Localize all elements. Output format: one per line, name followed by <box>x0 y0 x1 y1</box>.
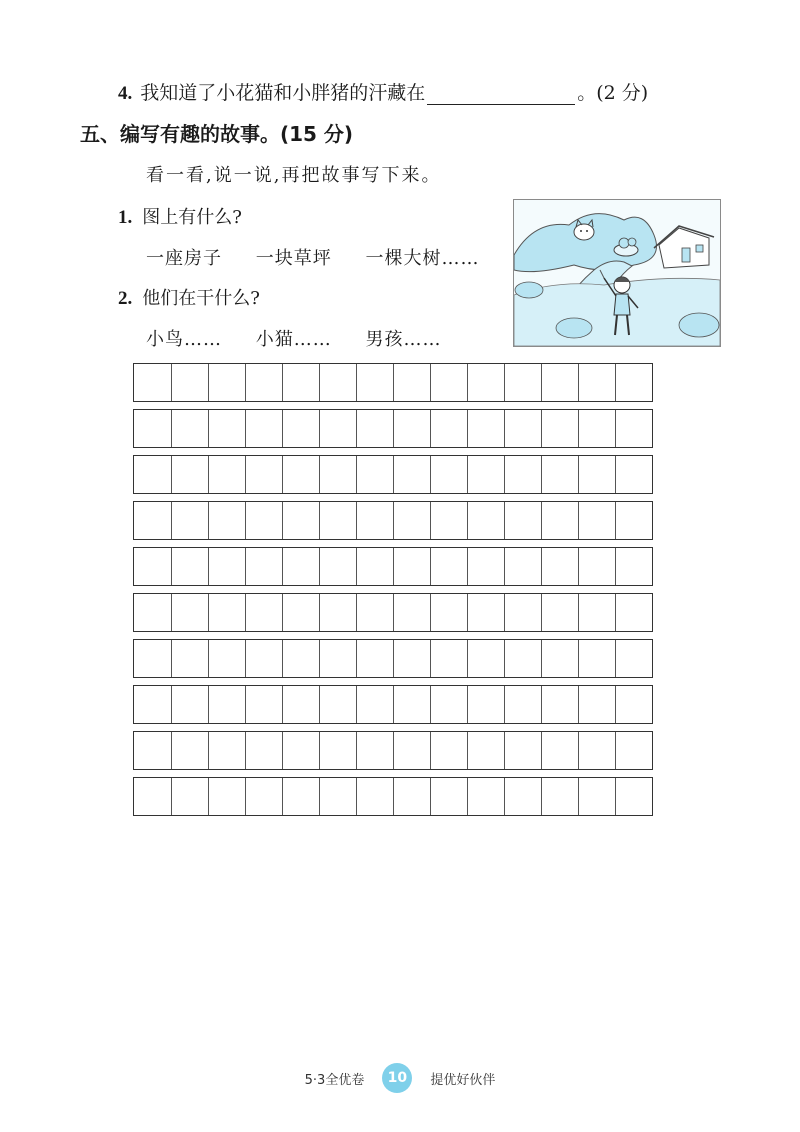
grid-cell[interactable] <box>467 502 504 539</box>
grid-cell[interactable] <box>393 410 430 447</box>
grid-cell[interactable] <box>282 548 319 585</box>
writing-grid[interactable] <box>133 363 653 823</box>
grid-cell[interactable] <box>171 364 208 401</box>
grid-cell[interactable] <box>245 410 282 447</box>
grid-cell[interactable] <box>356 456 393 493</box>
grid-cell[interactable] <box>393 502 430 539</box>
question-1-text: 图上有什么? <box>142 207 242 228</box>
question-4-score: 。(2 分) <box>577 82 649 104</box>
grid-cell[interactable] <box>430 410 467 447</box>
grid-cell[interactable] <box>171 456 208 493</box>
grid-cell[interactable] <box>504 640 541 677</box>
grid-cell[interactable] <box>430 548 467 585</box>
grid-cell[interactable] <box>171 502 208 539</box>
grid-cell[interactable] <box>134 594 171 631</box>
grid-cell[interactable] <box>208 364 245 401</box>
story-illustration <box>513 199 721 347</box>
grid-cell[interactable] <box>541 364 578 401</box>
grid-cell[interactable] <box>171 640 208 677</box>
grid-cell[interactable] <box>245 686 282 723</box>
grid-cell[interactable] <box>208 594 245 631</box>
grid-cell[interactable] <box>356 686 393 723</box>
section-title: 五、编写有趣的故事。(15 分) <box>80 122 354 146</box>
grid-cell[interactable] <box>282 732 319 769</box>
grid-cell[interactable] <box>319 778 356 815</box>
grid-cell[interactable] <box>504 456 541 493</box>
grid-cell[interactable] <box>282 594 319 631</box>
grid-cell[interactable] <box>171 686 208 723</box>
footer-series-name: 5·3全优卷 <box>304 1072 365 1088</box>
grid-cell[interactable] <box>430 640 467 677</box>
grid-cell[interactable] <box>615 594 652 631</box>
grid-cell[interactable] <box>245 594 282 631</box>
grid-cell[interactable] <box>282 364 319 401</box>
grid-cell[interactable] <box>504 686 541 723</box>
grid-cell[interactable] <box>319 686 356 723</box>
grid-row <box>133 501 653 540</box>
grid-cell[interactable] <box>541 686 578 723</box>
grid-cell[interactable] <box>467 778 504 815</box>
grid-cell[interactable] <box>282 640 319 677</box>
hint-bird: 小鸟…… <box>146 329 222 350</box>
answer-blank[interactable] <box>427 84 575 105</box>
grid-cell[interactable] <box>541 594 578 631</box>
grid-cell[interactable] <box>504 732 541 769</box>
grid-cell[interactable] <box>356 502 393 539</box>
grid-cell[interactable] <box>467 686 504 723</box>
grid-cell[interactable] <box>134 456 171 493</box>
grid-cell[interactable] <box>615 364 652 401</box>
grid-cell[interactable] <box>467 364 504 401</box>
grid-cell[interactable] <box>319 502 356 539</box>
grid-cell[interactable] <box>208 548 245 585</box>
grid-cell[interactable] <box>356 548 393 585</box>
grid-row <box>133 455 653 494</box>
grid-cell[interactable] <box>504 548 541 585</box>
grid-cell[interactable] <box>245 456 282 493</box>
grid-row <box>133 547 653 586</box>
grid-cell[interactable] <box>208 686 245 723</box>
instruction-text: 看一看,说一说,再把故事写下来。 <box>146 165 442 186</box>
grid-cell[interactable] <box>430 778 467 815</box>
grid-cell[interactable] <box>282 778 319 815</box>
page-footer <box>0 1060 800 1096</box>
grid-cell[interactable] <box>467 456 504 493</box>
grid-cell[interactable] <box>356 594 393 631</box>
grid-cell[interactable] <box>134 640 171 677</box>
grid-cell[interactable] <box>615 502 652 539</box>
grid-cell[interactable] <box>578 594 615 631</box>
grid-row <box>133 593 653 632</box>
grid-cell[interactable] <box>393 686 430 723</box>
grid-row <box>133 685 653 724</box>
footer-slogan: 提优好伙伴 <box>430 1072 496 1088</box>
grid-cell[interactable] <box>615 778 652 815</box>
grid-cell[interactable] <box>245 548 282 585</box>
grid-cell[interactable] <box>245 364 282 401</box>
grid-cell[interactable] <box>467 594 504 631</box>
grid-row <box>133 777 653 816</box>
grid-cell[interactable] <box>356 410 393 447</box>
grid-row <box>133 409 653 448</box>
grid-cell[interactable] <box>393 364 430 401</box>
grid-cell[interactable] <box>393 456 430 493</box>
grid-cell[interactable] <box>208 778 245 815</box>
grid-cell[interactable] <box>467 410 504 447</box>
grid-cell[interactable] <box>171 548 208 585</box>
grid-cell[interactable] <box>430 594 467 631</box>
question-2-hints <box>146 325 469 351</box>
grid-cell[interactable] <box>134 364 171 401</box>
grid-cell[interactable] <box>208 732 245 769</box>
grid-cell[interactable] <box>430 456 467 493</box>
grid-cell[interactable] <box>208 410 245 447</box>
grid-cell[interactable] <box>541 640 578 677</box>
grid-cell[interactable] <box>467 732 504 769</box>
grid-cell[interactable] <box>541 778 578 815</box>
grid-cell[interactable] <box>504 410 541 447</box>
grid-cell[interactable] <box>134 548 171 585</box>
grid-cell[interactable] <box>282 502 319 539</box>
grid-cell[interactable] <box>134 778 171 815</box>
grid-cell[interactable] <box>578 456 615 493</box>
hint-lawn: 一块草坪 <box>255 248 332 269</box>
question-4 <box>118 78 648 105</box>
illustration-svg <box>514 200 720 346</box>
grid-cell[interactable] <box>208 502 245 539</box>
grid-cell[interactable] <box>430 732 467 769</box>
question-4-number: 4. <box>118 83 133 104</box>
grid-cell[interactable] <box>578 732 615 769</box>
grid-cell[interactable] <box>615 640 652 677</box>
page-number-badge: 10 <box>382 1063 412 1093</box>
hint-house: 一座房子 <box>146 248 222 269</box>
grid-cell[interactable] <box>356 778 393 815</box>
grid-cell[interactable] <box>615 732 652 769</box>
hint-tree: 一棵大树…… <box>365 248 480 269</box>
grid-cell[interactable] <box>615 410 652 447</box>
grid-cell[interactable] <box>504 502 541 539</box>
grid-cell[interactable] <box>319 364 356 401</box>
grid-cell[interactable] <box>578 548 615 585</box>
grid-cell[interactable] <box>541 502 578 539</box>
question-2-text: 他们在干什么? <box>142 288 260 309</box>
grid-cell[interactable] <box>319 640 356 677</box>
grid-cell[interactable] <box>541 456 578 493</box>
grid-row <box>133 731 653 770</box>
question-1-hints <box>146 244 507 270</box>
grid-cell[interactable] <box>430 686 467 723</box>
grid-cell[interactable] <box>393 732 430 769</box>
grid-cell[interactable] <box>541 732 578 769</box>
grid-cell[interactable] <box>245 732 282 769</box>
grid-cell[interactable] <box>541 410 578 447</box>
grid-cell[interactable] <box>171 732 208 769</box>
grid-cell[interactable] <box>282 456 319 493</box>
grid-cell[interactable] <box>282 410 319 447</box>
question-1 <box>118 203 242 229</box>
grid-cell[interactable] <box>134 502 171 539</box>
grid-cell[interactable] <box>393 778 430 815</box>
grid-cell[interactable] <box>134 732 171 769</box>
grid-cell[interactable] <box>578 640 615 677</box>
grid-cell[interactable] <box>615 686 652 723</box>
grid-cell[interactable] <box>430 502 467 539</box>
grid-cell[interactable] <box>208 640 245 677</box>
question-1-number: 1. <box>118 207 133 228</box>
grid-cell[interactable] <box>393 640 430 677</box>
grid-cell[interactable] <box>319 456 356 493</box>
grid-cell[interactable] <box>578 686 615 723</box>
grid-cell[interactable] <box>430 364 467 401</box>
grid-cell[interactable] <box>319 548 356 585</box>
hint-cat: 小猫…… <box>255 329 332 350</box>
grid-cell[interactable] <box>504 364 541 401</box>
grid-cell[interactable] <box>319 732 356 769</box>
grid-cell[interactable] <box>578 410 615 447</box>
grid-cell[interactable] <box>245 640 282 677</box>
grid-cell[interactable] <box>171 594 208 631</box>
grid-cell[interactable] <box>356 364 393 401</box>
grid-row <box>133 639 653 678</box>
grid-cell[interactable] <box>504 594 541 631</box>
grid-cell[interactable] <box>319 594 356 631</box>
question-4-text: 我知道了小花猫和小胖猪的汗藏在 <box>140 82 426 104</box>
grid-cell[interactable] <box>134 410 171 447</box>
grid-cell[interactable] <box>171 778 208 815</box>
hint-boy: 男孩…… <box>365 329 442 350</box>
grid-cell[interactable] <box>393 548 430 585</box>
grid-cell[interactable] <box>504 778 541 815</box>
grid-cell[interactable] <box>541 548 578 585</box>
grid-cell[interactable] <box>615 548 652 585</box>
grid-cell[interactable] <box>245 502 282 539</box>
grid-cell[interactable] <box>356 640 393 677</box>
grid-cell[interactable] <box>615 456 652 493</box>
grid-cell[interactable] <box>578 778 615 815</box>
grid-cell[interactable] <box>578 364 615 401</box>
question-2-number: 2. <box>118 288 133 309</box>
question-2 <box>118 284 260 310</box>
grid-row <box>133 363 653 402</box>
grid-cell[interactable] <box>393 594 430 631</box>
grid-cell[interactable] <box>467 640 504 677</box>
grid-cell[interactable] <box>356 732 393 769</box>
grid-cell[interactable] <box>171 410 208 447</box>
grid-cell[interactable] <box>208 456 245 493</box>
grid-cell[interactable] <box>282 686 319 723</box>
grid-cell[interactable] <box>319 410 356 447</box>
grid-cell[interactable] <box>245 778 282 815</box>
grid-cell[interactable] <box>578 502 615 539</box>
grid-cell[interactable] <box>467 548 504 585</box>
grid-cell[interactable] <box>134 686 171 723</box>
